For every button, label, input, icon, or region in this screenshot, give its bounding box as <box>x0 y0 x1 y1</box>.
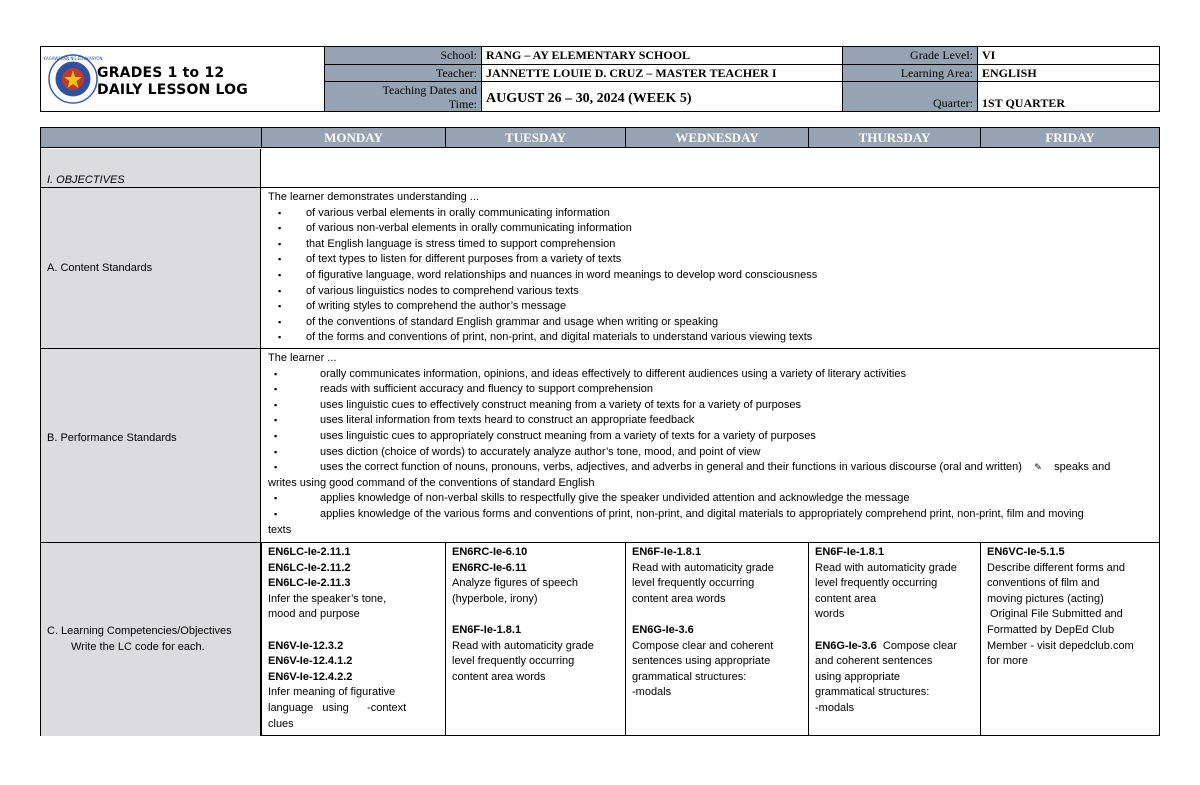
performance-standards-body <box>262 349 1159 542</box>
competency-text: Formatted by DepEd Club <box>987 623 1115 636</box>
competency-line <box>815 639 974 655</box>
lesson-log-table <box>40 127 1160 736</box>
competency-text: level frequently occurring <box>632 577 755 590</box>
competency-text: -modals <box>815 701 855 714</box>
content-standard-item: ▪ of the conventions of standard English grammar and usage when writing or speaking <box>268 315 1159 331</box>
lc-code: EN6LC-Ie-2.11.3 <box>268 577 351 590</box>
performance-standard-item: ▪ uses linguistic cues to appropriately construct meaning from a variety of texts for a variety of purposes <box>268 429 1155 445</box>
performance-standard-item: ▪ uses linguistic cues to effectively construct meaning from a variety of texts for a variety of purposes <box>268 398 1155 414</box>
lc-code: EN6G-Ie-3.6 <box>632 623 694 636</box>
dates-label-line1: Teaching Dates and <box>382 83 477 97</box>
day-monday: MONDAY <box>261 128 445 148</box>
competency-text: Infer meaning of figurative <box>268 686 396 699</box>
lc-code: EN6RC-Ie-6.11 <box>452 561 527 574</box>
content-standard-item: ▪ of various verbal elements in orally communicating information <box>268 206 1159 222</box>
content-standards-body <box>262 188 1159 348</box>
content-standard-item: ▪ of figurative language, word relationships and nuances in word meanings to develop word consciousness <box>268 268 1159 284</box>
performance-standards-label: B. Performance Standards <box>47 432 177 444</box>
header-title-line2: DAILY LESSON LOG <box>97 82 248 98</box>
objectives-row <box>41 149 1159 188</box>
content-standards-intro: The learner demonstrates understanding ... <box>268 191 479 203</box>
competencies-row <box>41 543 1159 736</box>
performance-item9-line2: texts <box>268 523 292 536</box>
competency-cell-friday <box>980 543 1159 736</box>
performance-standard-item: ▪ uses diction (choice of words) to accurately analyze author’s tone, mood, and point of view <box>268 445 1155 461</box>
competency-cell-monday <box>261 543 445 736</box>
header-title-line1: GRADES 1 to 12 <box>97 65 225 81</box>
day-wednesday: WEDNESDAY <box>625 128 808 148</box>
school-label: School: <box>325 47 482 64</box>
competency-text: content area words <box>452 670 546 683</box>
lc-code: EN6V-Ie-12.4.1.2 <box>268 655 353 668</box>
lc-code: EN6LC-Ie-2.11.2 <box>268 561 351 574</box>
competency-text: using appropriate <box>815 670 901 683</box>
competency-text: and coherent sentences <box>815 655 933 668</box>
objectives-label: I. OBJECTIVES <box>47 174 125 186</box>
teacher-value: JANNETTE LOUIE D. CRUZ – MASTER TEACHER I <box>482 65 843 81</box>
performance-item7-tail: speaks and <box>1054 461 1111 474</box>
competencies-label-cell <box>41 543 261 736</box>
content-standards-label: A. Content Standards <box>47 262 153 274</box>
dates-value: AUGUST 26 – 30, 2024 (WEEK 5) <box>482 82 843 111</box>
competency-text: Member - visit depedclub.com <box>987 639 1134 652</box>
content-standard-item: ▪ of various linguistics nodes to comprehend various texts <box>268 284 1159 300</box>
competency-text: words <box>815 608 845 621</box>
content-standards-label-cell <box>41 188 261 348</box>
performance-standards-label-cell <box>41 349 261 542</box>
area-value: ENGLISH <box>982 66 1037 80</box>
lc-code: EN6F-Ie-1.8.1 <box>815 546 885 558</box>
lc-code: EN6F-Ie-1.8.1 <box>452 623 522 636</box>
performance-standard-item: ▪ reads with sufficient accuracy and fluency to support comprehension <box>268 382 1155 398</box>
teacher-label: Teacher: <box>325 65 482 81</box>
competency-text: level frequently occurring <box>815 577 938 590</box>
school-value: RANG – AY ELEMENTARY SCHOOL <box>482 47 843 64</box>
competency-text: -modals <box>632 686 672 699</box>
lc-code: EN6V-Ie-12.4.2.2 <box>268 670 353 683</box>
lesson-log-header <box>40 46 1160 112</box>
content-standard-item: ▪ that English language is stress timed to support comprehension <box>268 237 1159 253</box>
content-standards-row <box>41 188 1159 349</box>
competency-text: Compose clear and coherent <box>632 639 774 652</box>
pencil-icon: ✎ <box>1034 462 1042 473</box>
content-standard-item: ▪ of various non-verbal elements in orally communicating information <box>268 221 1159 237</box>
performance-standard-item: ▪ orally communicates information, opinions, and ideas effectively to different audiences using a variety of literary activities <box>268 367 1155 383</box>
competency-text: Read with automaticity grade <box>815 561 957 574</box>
dates-label <box>325 82 482 111</box>
day-thursday: THURSDAY <box>808 128 980 148</box>
competency-text: Compose clear <box>882 639 957 652</box>
competency-text: moving pictures (acting) <box>987 592 1104 605</box>
lc-code: EN6VC-Ie-5.1.5 <box>987 546 1065 558</box>
competency-cell-wednesday <box>625 543 808 736</box>
competency-cell-thursday <box>808 543 980 736</box>
competency-text: Describe different forms and <box>987 561 1125 574</box>
grade-value: VI <box>982 48 996 62</box>
content-standard-item: ▪ of text types to listen for different purposes from a variety of texts <box>268 252 1159 268</box>
header-info-grid <box>325 47 1160 111</box>
competency-text: level frequently occurring <box>452 655 575 668</box>
quarter-value: 1ST QUARTER <box>982 96 1066 110</box>
performance-standard-item: ▪ applies knowledge of non-verbal skills to respectfully give the speaker undivided attention and acknowledge the message <box>268 491 1155 507</box>
performance-standard-item: ▪ applies knowledge of the various forms and conventions of print, non-print, and digital materials to appropriately comprehend print, non-print, film and moving <box>268 507 1155 523</box>
competency-text: mood and purpose <box>268 608 360 621</box>
lc-code: EN6LC-Ie-2.11.1 <box>268 546 351 558</box>
grade-label: Grade Level: <box>843 47 978 64</box>
performance-item7-line2: writes using good command of the conventions of standard English <box>268 476 595 489</box>
competency-text: Read with automaticity grade <box>632 561 774 574</box>
day-friday: FRIDAY <box>980 128 1159 148</box>
lc-code: EN6V-Ie-12.3.2 <box>268 639 344 652</box>
dates-label-line2: Time: <box>448 97 477 111</box>
competency-text: language using -context <box>268 701 407 714</box>
competency-cell-tuesday <box>445 543 625 736</box>
competency-text: content area words <box>632 592 726 605</box>
competency-text: conventions of film and <box>987 577 1100 590</box>
competency-text: sentences using appropriate <box>632 655 771 668</box>
svg-text:KAGAWARAN NG EDUKASYON: KAGAWARAN NG EDUKASYON <box>43 56 103 61</box>
competency-text: Analyze figures of speech <box>452 577 578 590</box>
competency-text: grammatical structures: <box>815 686 930 699</box>
header-title-block <box>41 47 325 111</box>
area-label: Learning Area: <box>843 65 978 81</box>
competencies-label-line2: Write the LC code for each. <box>71 641 205 653</box>
content-standard-item: ▪ of writing styles to comprehend the author’s message <box>268 299 1159 315</box>
day-tuesday: TUESDAY <box>445 128 625 148</box>
competency-text: (hyperbole, irony) <box>452 592 538 605</box>
header-row-dates <box>325 82 1160 111</box>
competency-text: for more <box>987 655 1028 668</box>
day-header-row <box>41 128 1159 148</box>
performance-standards-intro: The learner ... <box>268 352 337 364</box>
competency-text: Infer the speaker’s tone, <box>268 592 387 605</box>
lc-code: EN6G-Ie-3.6 <box>815 639 877 652</box>
competency-text: Original File Submitted and <box>987 608 1123 621</box>
competencies-label-line1: C. Learning Competencies/Objectives <box>47 625 232 637</box>
performance-standard-item <box>268 460 1155 476</box>
deped-seal-icon <box>43 53 103 105</box>
content-standard-item: ▪ of the forms and conventions of print, non-print, and digital materials to understand various viewing texts <box>268 330 1159 346</box>
competency-text: Read with automaticity grade <box>452 639 594 652</box>
competency-text: grammatical structures: <box>632 670 747 683</box>
objectives-label-cell <box>41 149 261 187</box>
competency-text: clues <box>268 717 294 730</box>
lc-code: EN6RC-Ie-6.10 <box>452 546 528 558</box>
header-row-teacher <box>325 65 1160 82</box>
lc-code: EN6F-Ie-1.8.1 <box>632 546 702 558</box>
performance-item7-line1: uses the correct function of nouns, pronouns, verbs, adjectives, and adverbs in general and their functions in various discourse (oral and written) <box>320 461 1022 474</box>
header-row-school <box>325 47 1160 65</box>
performance-standard-item: ▪ uses literal information from texts heard to construct an appropriate feedback <box>268 413 1155 429</box>
performance-standards-row <box>41 349 1159 543</box>
quarter-label: Quarter: <box>843 82 978 111</box>
competency-text: content area <box>815 592 877 605</box>
